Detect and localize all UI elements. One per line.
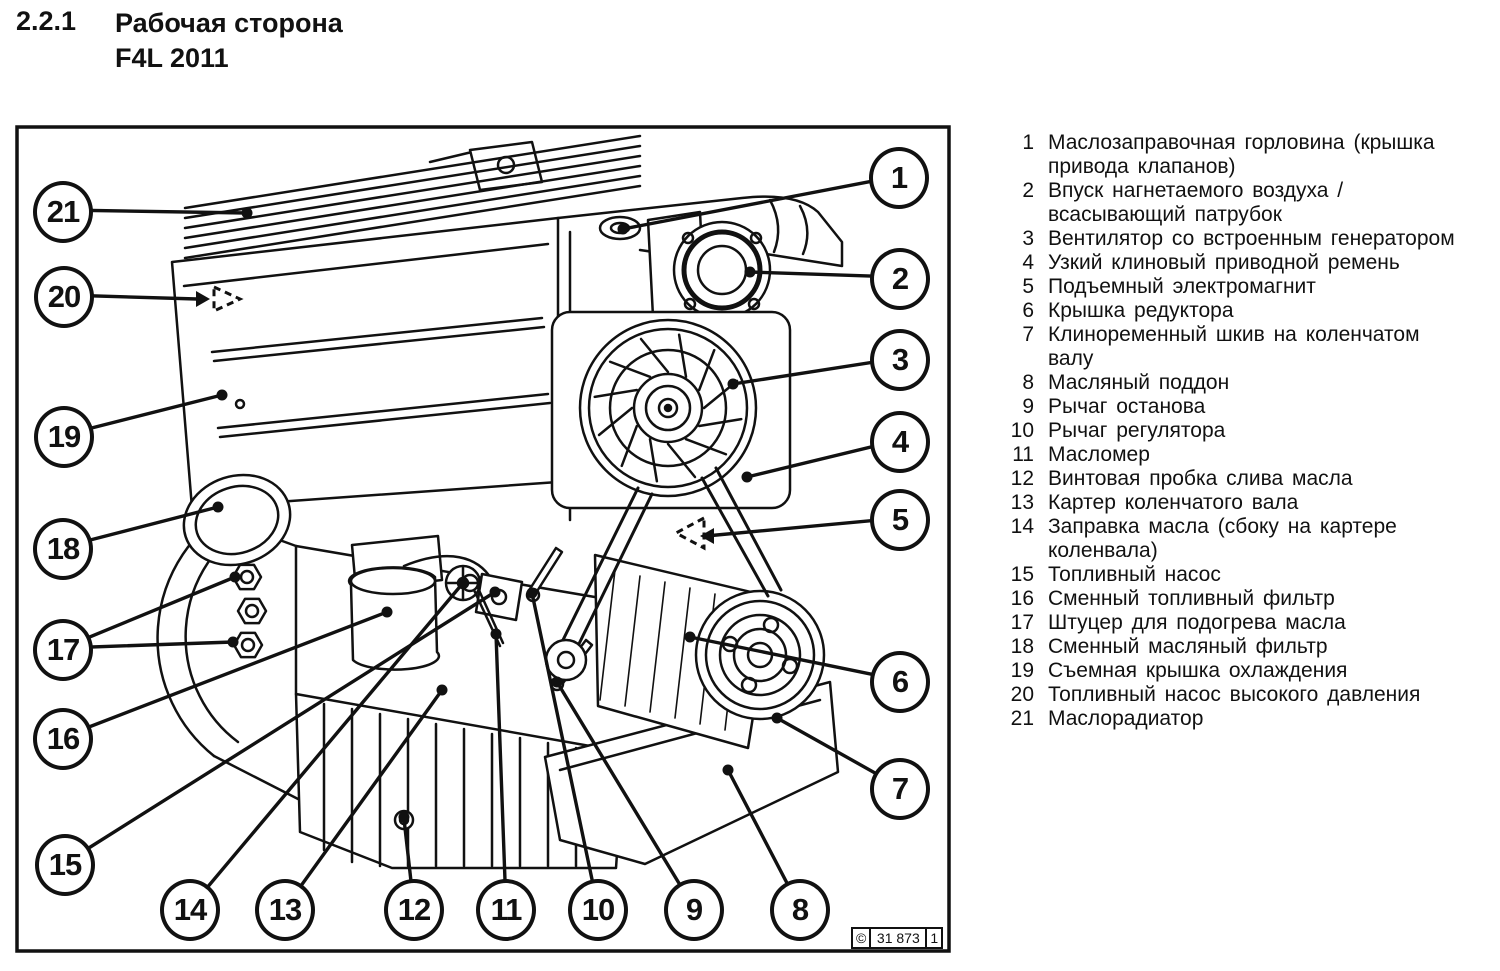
legend-item-number: 11 [1012, 443, 1034, 466]
callout-8: 8 [770, 879, 830, 941]
legend-item-text: Маслорадиатор [1048, 707, 1204, 730]
legend-item-text: Штуцер для подогрева масла [1048, 611, 1346, 634]
callout-18: 18 [33, 518, 93, 580]
legend-item-number: 15 [1010, 563, 1034, 586]
callout-12: 12 [384, 879, 444, 941]
legend-item-number: 13 [1010, 491, 1034, 514]
legend-item-number: 7 [1022, 323, 1034, 346]
legend-item-text: Винтовая пробка слива масла [1048, 467, 1353, 490]
legend-item-text: Узкий клиновый приводной ремень [1048, 251, 1400, 274]
legend-item-text: Маслозаправочная горловина (крышка привода клапанов) [1048, 131, 1435, 178]
legend-item-number: 8 [1022, 371, 1034, 394]
legend-item-20 [1004, 683, 1466, 707]
legend-item-number: 2 [1022, 179, 1034, 202]
callout-14: 14 [160, 879, 220, 941]
callout-13: 13 [255, 879, 315, 941]
callout-19: 19 [34, 406, 94, 468]
legend-item-text: Рычаг регулятора [1048, 419, 1226, 442]
legend-item-16 [1004, 587, 1466, 611]
legend-item-13 [1004, 491, 1466, 515]
legend-item-number: 3 [1022, 227, 1034, 250]
legend-item-text: Впуск нагнетаемого воздуха / всасывающий патрубок [1048, 179, 1344, 226]
legend-item-number: 9 [1022, 395, 1034, 418]
legend-item-text: Вентилятор со встроенным генератором [1048, 227, 1455, 250]
legend-item-text: Масляный поддон [1048, 371, 1230, 394]
callout-20: 20 [34, 266, 94, 328]
legend-item-12 [1004, 467, 1466, 491]
legend-item-text: Сменный топливный фильтр [1048, 587, 1335, 610]
legend-item-3 [1004, 227, 1466, 251]
callout-10: 10 [568, 879, 628, 941]
legend-item-14 [1004, 515, 1466, 563]
legend-item-1 [1004, 131, 1466, 179]
legend-item-text: Сменный масляный фильтр [1048, 635, 1328, 658]
legend-item-17 [1004, 611, 1466, 635]
legend-item-text: Топливный насос высокого давления [1048, 683, 1421, 706]
legend-item-number: 21 [1010, 707, 1034, 730]
legend-item-number: 17 [1010, 611, 1034, 634]
callout-7: 7 [870, 758, 930, 820]
legend-item-text: Масломер [1048, 443, 1150, 466]
legend-item-number: 4 [1022, 251, 1034, 274]
stamp-figure-number: 31 873 [869, 927, 927, 949]
legend-item-text: Съемная крышка охлаждения [1048, 659, 1348, 682]
stamp-page: 1 [925, 927, 943, 949]
legend-item-text: Картер коленчатого вала [1048, 491, 1299, 514]
callout-15: 15 [35, 834, 95, 896]
callout-4: 4 [870, 411, 930, 473]
legend-item-text: Топливный насос [1048, 563, 1221, 586]
callout-3: 3 [870, 329, 930, 391]
legend-item-9 [1004, 395, 1466, 419]
legend-item-text: Рычаг останова [1048, 395, 1206, 418]
legend-item-5 [1004, 275, 1466, 299]
legend-item-18 [1004, 635, 1466, 659]
legend-item-number: 12 [1010, 467, 1034, 490]
legend-item-4 [1004, 251, 1466, 275]
legend-item-number: 6 [1022, 299, 1034, 322]
legend-item-number: 1 [1022, 131, 1034, 154]
legend-item-15 [1004, 563, 1466, 587]
callout-17: 17 [33, 619, 93, 681]
legend-item-text: Крышка редуктора [1048, 299, 1234, 322]
legend-item-text: Заправка масла (сбоку на картере коленвала) [1048, 515, 1397, 562]
callout-9: 9 [664, 879, 724, 941]
parts-legend [1004, 131, 1466, 731]
legend-item-number: 10 [1010, 419, 1034, 442]
legend-item-19 [1004, 659, 1466, 683]
engine-model: F4L 2011 [115, 43, 229, 73]
legend-item-number: 20 [1010, 683, 1034, 706]
callout-11: 11 [476, 879, 536, 941]
legend-item-number: 5 [1022, 275, 1034, 298]
legend-item-number: 14 [1010, 515, 1034, 538]
stamp-copyright: © [851, 927, 871, 949]
legend-item-text: Клиноременный шкив на коленчатом валу [1048, 323, 1420, 370]
callout-1: 1 [869, 147, 929, 209]
callout-2: 2 [870, 248, 930, 310]
legend-item-10 [1004, 419, 1466, 443]
section-number: 2.2.1 [16, 6, 77, 36]
section-heading [115, 6, 343, 76]
legend-item-7 [1004, 323, 1466, 371]
legend-item-text: Подъемный электромагнит [1048, 275, 1316, 298]
legend-item-number: 18 [1010, 635, 1034, 658]
legend-item-number: 16 [1010, 587, 1034, 610]
callout-6: 6 [870, 651, 930, 713]
legend-item-11 [1004, 443, 1466, 467]
legend-item-6 [1004, 299, 1466, 323]
callout-5: 5 [870, 489, 930, 551]
callout-16: 16 [33, 708, 93, 770]
engine-diagram [15, 125, 951, 953]
callout-21: 21 [33, 181, 93, 243]
legend-item-2 [1004, 179, 1466, 227]
legend-item-8 [1004, 371, 1466, 395]
legend-item-21 [1004, 707, 1466, 731]
figure-stamp [851, 927, 943, 949]
legend-item-number: 19 [1010, 659, 1034, 682]
section-heading-text: Рабочая сторона [115, 8, 343, 38]
